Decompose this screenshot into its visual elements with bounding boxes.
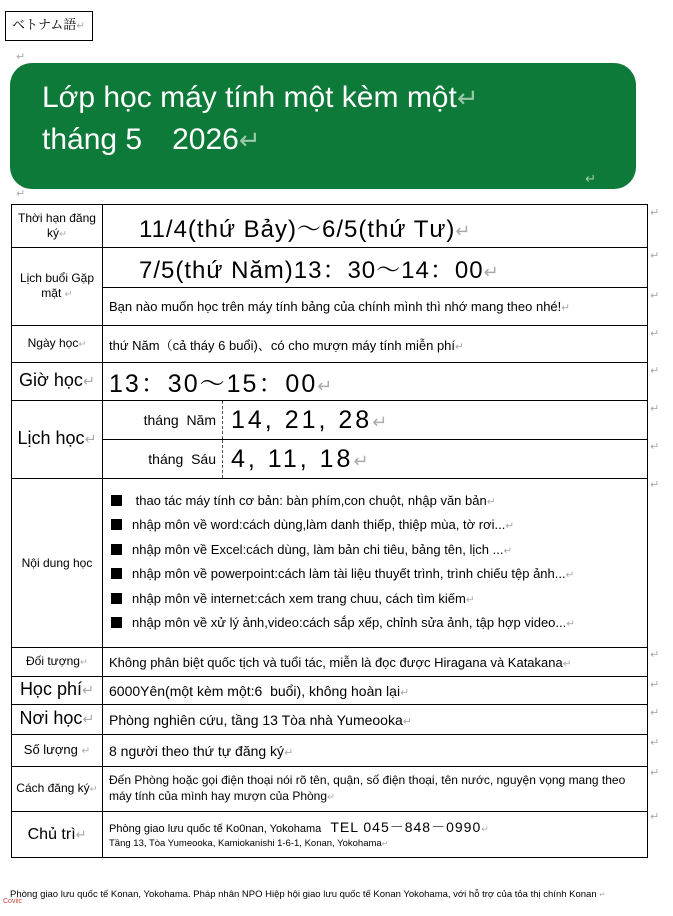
apply-value: Đến Phòng hoặc gọi điện thoại nói rõ tên, quận, số điện thoại, tên nước, nguyện vọng mang theo máy tính của mình hay mượn của Phòng↵ — [103, 767, 648, 812]
registration-label: Thời hạn đăng ký↵ — [12, 205, 103, 248]
title-line-1: Lớp học máy tính một kèm một↵ — [42, 81, 479, 114]
row-schedule-june — [12, 440, 648, 479]
list-item: nhập môn về powerpoint:cách làm tài liệu thuyết trình, trình chiếu tệp ảnh...↵ — [111, 563, 647, 588]
fee-label: Học phí↵ — [12, 677, 103, 705]
venue-label: Nơi học↵ — [12, 705, 103, 735]
paragraph-mark: ↵ — [650, 289, 660, 302]
language-tag-text: ベトナム語 — [12, 18, 77, 33]
language-tag — [5, 11, 93, 41]
list-item: nhập môn về Excel:cách dùng, làm bản chi tiêu, bảng tên, lịch ...↵ — [111, 539, 647, 564]
title-banner — [10, 63, 636, 189]
bullet-icon — [111, 593, 122, 604]
return-mark: ↵ — [76, 20, 86, 32]
row-registration — [12, 205, 648, 248]
list-item: thao tác máy tính cơ bản: bàn phím,con chuột, nhập văn bản↵ — [111, 490, 647, 515]
venue-value: Phòng nghiên cứu, tầng 13 Tòa nhà Yumeooka↵ — [103, 705, 648, 735]
paragraph-mark: ↵ — [650, 736, 660, 749]
title-line-2: tháng 5 2026↵ — [42, 123, 261, 156]
list-item: nhập môn về internet:cách xem trang chuu, cách tìm kiếm↵ — [111, 588, 647, 613]
paragraph-mark: ↵ — [650, 402, 660, 415]
content-list — [109, 484, 647, 643]
paragraph-mark: ↵ — [650, 706, 660, 719]
paragraph-mark: ↵ — [650, 478, 660, 491]
paragraph-mark: ↵ — [650, 766, 660, 779]
paragraph-mark: ↵ — [650, 327, 660, 340]
capacity-label: Số lượng ↵ — [12, 735, 103, 767]
row-target — [12, 648, 648, 677]
footer-note: Phòng giao lưu quốc tế Konan, Yokohama. Pháp nhân NPO Hiệp hội giao lưu quốc tế Konan Yokohama, với hỗ trợ của tỏa thị chính Konan ↵ Coviic — [3, 889, 606, 905]
bullet-icon — [111, 519, 122, 530]
bullet-icon — [111, 617, 122, 628]
target-value: Không phân biệt quốc tịch và tuổi tác, miễn là đọc được Hiragana và Katakana↵ — [103, 648, 648, 677]
class-time-value: 13：30～15：00↵ — [103, 363, 648, 401]
schedule-may-days: 14, 21, 28↵ — [231, 405, 391, 434]
bullet-icon — [111, 544, 122, 555]
paragraph-mark: ↵ — [16, 187, 26, 200]
target-label: Đối tượng↵ — [12, 648, 103, 677]
class-days-label: Ngày học↵ — [12, 326, 103, 363]
paragraph-mark: ↵ — [650, 678, 660, 691]
meeting-value: 7/5(thứ Năm)13：30～14：00↵ — [103, 248, 648, 288]
row-venue — [12, 705, 648, 735]
meeting-label: Lịch buổi Gặp mặt ↵ — [12, 248, 103, 326]
schedule-may — [103, 401, 648, 440]
schedule-june-days: 4, 11, 18↵ — [231, 444, 372, 473]
paragraph-mark: ↵ — [650, 648, 660, 661]
meeting-note: Bạn nào muốn học trên máy tính bảng của chính mình thì nhớ mang theo nhé!↵ — [103, 288, 648, 326]
bullet-icon — [111, 568, 122, 579]
class-days-value: thứ Năm（cả tháy 6 buổi)、có cho mượn máy tính miễn phí↵ — [103, 326, 648, 363]
host-name: Phòng giao lưu quốc tế Ko0nan, Yokohama — [109, 822, 322, 835]
paragraph-mark: ↵ — [650, 810, 660, 823]
schedule-label: Lịch học↵ — [12, 401, 103, 479]
host-value: Phòng giao lưu quốc tế Ko0nan, Yokohama TEL 045－848－0990↵ Tầng 13, Tòa Yumeooka, Kamiokanishi 1-6-1, Konan, Yokohama↵ — [103, 812, 648, 858]
footer-mark: Coviic — [3, 898, 23, 905]
info-table — [11, 204, 648, 858]
content-label: Nội dung học — [12, 479, 103, 648]
row-schedule-may — [12, 401, 648, 440]
row-class-days — [12, 326, 648, 363]
row-class-time — [12, 363, 648, 401]
list-item: nhập môn về word:cách dùng,làm danh thiếp, thiệp mùa, tờ rơi...↵ — [111, 514, 647, 539]
class-time-label: Giờ học↵ — [12, 363, 103, 401]
row-content — [12, 479, 648, 648]
apply-label: Cách đăng ký↵ — [12, 767, 103, 812]
paragraph-mark: ↵ — [650, 364, 660, 377]
schedule-may-label: tháng Năm — [103, 401, 223, 439]
row-meeting — [12, 248, 648, 288]
paragraph-mark: ↵ — [650, 249, 660, 262]
host-tel: TEL 045－848－0990 — [330, 818, 482, 835]
host-address: Tầng 13, Tòa Yumeooka, Kamiokanishi 1-6-1, Konan, Yokohama — [109, 837, 382, 849]
capacity-value: 8 người theo thứ tự đăng ký↵ — [103, 735, 648, 767]
bullet-icon — [111, 495, 122, 506]
row-capacity — [12, 735, 648, 767]
fee-value: 6000Yên(một kèm một:6 buổi), không hoàn lại↵ — [103, 677, 648, 705]
row-host — [12, 812, 648, 858]
list-item: nhập môn về xử lý ảnh,video:cách sắp xếp, chỉnh sửa ảnh, tập hợp video...↵ — [111, 612, 647, 637]
paragraph-mark: ↵ — [650, 206, 660, 219]
paragraph-mark: ↵ — [585, 171, 596, 186]
row-apply — [12, 767, 648, 812]
host-label: Chủ trì↵ — [12, 812, 103, 858]
schedule-june — [103, 440, 648, 479]
paragraph-mark: ↵ — [650, 440, 660, 453]
footer-text: Phòng giao lưu quốc tế Konan, Yokohama. Pháp nhân NPO Hiệp hội giao lưu quốc tế Konan Yokohama, với hỗ trợ của tỏa thị chính Konan — [10, 889, 597, 900]
paragraph-mark: ↵ — [16, 50, 26, 63]
content-list-cell — [103, 479, 648, 648]
registration-value: 11/4(thứ Bảy)～6/5(thứ Tư)↵ — [103, 205, 648, 248]
row-meeting-note — [12, 288, 648, 326]
schedule-june-label: tháng Sáu — [103, 440, 223, 478]
row-fee — [12, 677, 648, 705]
